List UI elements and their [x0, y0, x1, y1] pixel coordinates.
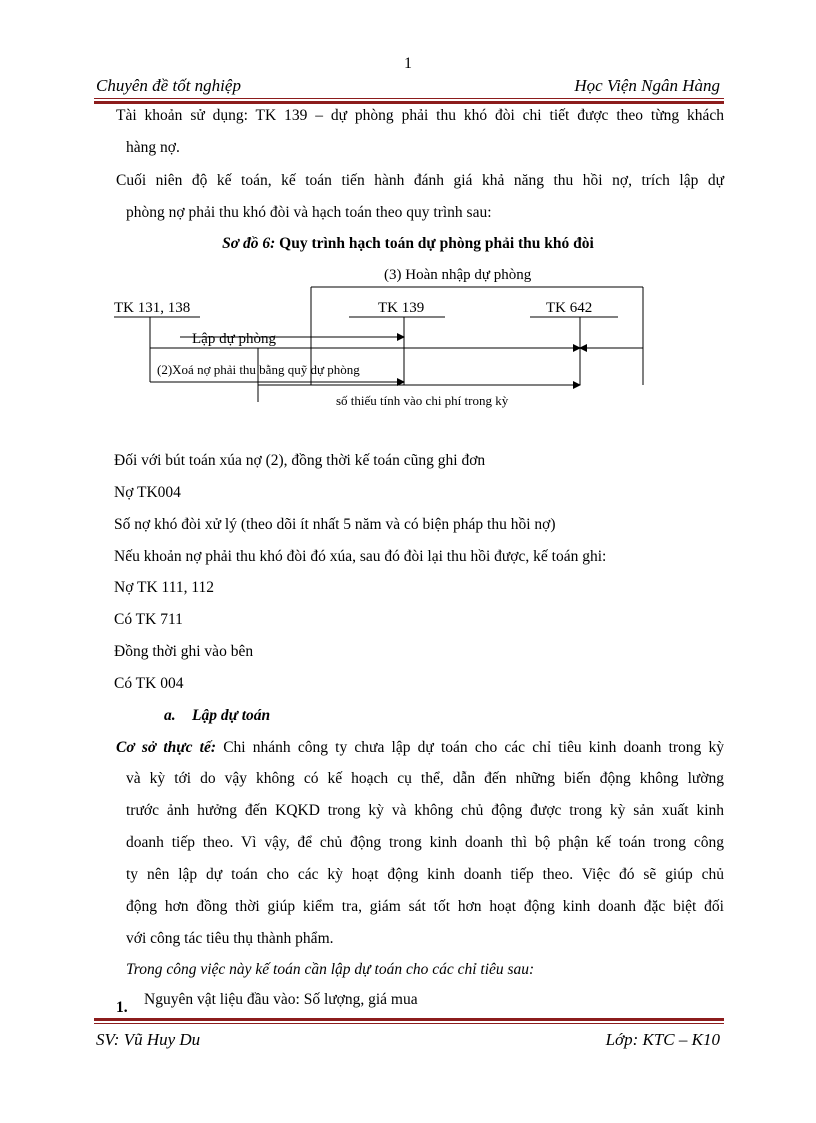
text-line: Số nợ khó đòi xử lý (theo dõi ít nhất 5 năm và có biện pháp thu hồi nợ) [114, 516, 556, 533]
diagram-account-tk131-138: TK 131, 138 [114, 300, 191, 316]
header-left: Chuyên đề tốt nghiệp [96, 76, 241, 95]
diagram-label-reversal: (3) Hoàn nhập dự phòng [384, 267, 532, 283]
basis-line: động hơn đồng thời giúp kiểm tra, giám sát tốt hơn hoạt động kinh doanh đặc biệt đối [126, 898, 724, 915]
footer-right: Lớp: KTC – K10 [605, 1030, 720, 1049]
section-title: Lập dự toán [192, 707, 271, 724]
basis-label: Cơ sở thực tế: [116, 739, 217, 756]
basis-line: doanh tiếp theo. Vì vậy, để chủ động trong kinh doanh thì bộ phận kế toán trong công [126, 834, 724, 851]
diagram-account-tk139: TK 139 [378, 300, 425, 316]
basis-line: ty nên lập dự toán cho các kỳ hoạt động kinh doanh tiếp theo. Việc đó sẽ giúp chủ [126, 866, 724, 883]
basis-text: Chi nhánh công ty chưa lập dự toán cho các chỉ tiêu kinh doanh trong kỳ [216, 739, 724, 756]
basis-line: trước ảnh hưởng đến KQKD trong kỳ và không chủ động được trong kỳ sản xuất kinh [126, 802, 724, 819]
header-right: Học Viện Ngân Hàng [574, 76, 720, 95]
list-item: Nguyên vật liệu đầu vào: Số lượng, giá mua [144, 991, 418, 1008]
text-line: Đồng thời ghi vào bên [114, 643, 254, 660]
diagram-label-writeoff: (2)Xoá nợ phải thu bằng quỹ dự phòng [157, 362, 360, 377]
diagram-account-tk642: TK 642 [546, 300, 593, 316]
accounting-flow-diagram [0, 0, 816, 420]
text-line: Nợ TK004 [114, 484, 181, 501]
text-line: Nếu khoản nợ phải thu khó đòi đó xúa, sau đó đòi lại thu hồi được, kế toán ghi: [114, 548, 607, 565]
paragraph-account-line2: hàng nợ. [126, 139, 180, 156]
paragraph-yearend-line1: Cuối niên độ kế toán, kế toán tiến hành đánh giá khả năng thu hồi nợ, trích lập dự [116, 172, 724, 189]
text-line: Có TK 004 [114, 675, 184, 692]
diagram-label-provision: Lập dự phòng [192, 331, 276, 347]
page-number: 1 [404, 55, 412, 72]
list-marker: 1. [116, 999, 128, 1016]
text-line: Nợ TK 111, 112 [114, 579, 215, 596]
basis-line1 [116, 738, 724, 758]
italic-intro: Trong công việc này kế toán cần lập dự toán cho các chỉ tiêu sau: [126, 961, 535, 978]
footer-left: SV: Vũ Huy Du [96, 1030, 201, 1049]
section-marker: a. [164, 707, 176, 724]
footer-rule-thin [94, 1023, 724, 1024]
text-line: Có TK 711 [114, 611, 183, 628]
diagram-caption-label: Sơ đồ 6: [222, 235, 276, 252]
text-line: Đối với bút toán xúa nợ (2), đồng thời kế toán cũng ghi đơn [114, 452, 486, 469]
paragraph-yearend-line2: phòng nợ phải thu khó đòi và hạch toán theo quy trình sau: [126, 204, 492, 221]
basis-line-last: với công tác tiêu thụ thành phẩm. [126, 930, 334, 947]
paragraph-account-line1: Tài khoản sử dụng: TK 139 – dự phòng phải thu khó đòi chi tiết được theo từng khách [116, 107, 724, 124]
diagram-caption-text: Quy trình hạch toán dự phòng phải thu khó đòi [275, 235, 594, 252]
diagram-label-shortfall: số thiếu tính vào chi phí trong kỳ [336, 393, 509, 408]
footer-rule-thick [94, 1018, 724, 1021]
basis-line: và kỳ tới do vậy không có kế hoạch cụ thể, dẫn đến những biến động không lường [126, 770, 724, 787]
